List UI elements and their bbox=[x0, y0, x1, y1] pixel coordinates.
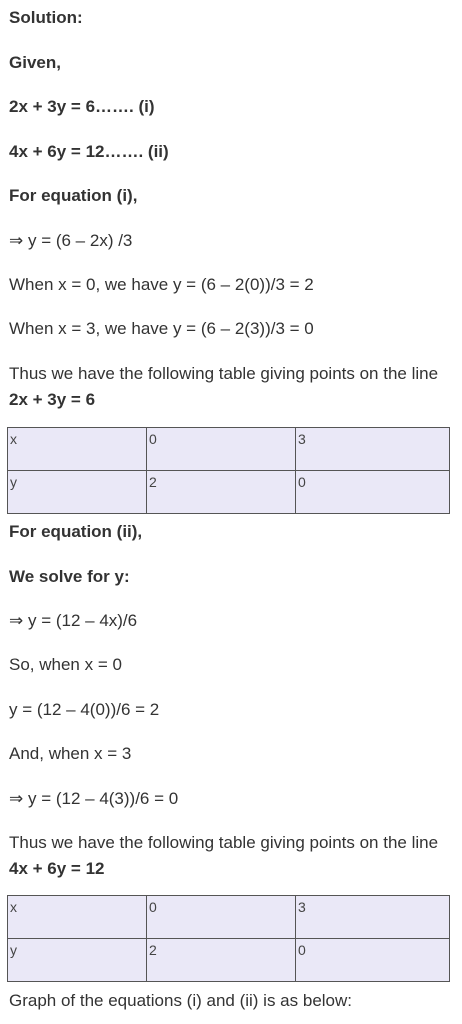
part2-table-intro-text: Thus we have the following table giving points on the line bbox=[9, 833, 439, 852]
points-table-1 bbox=[7, 427, 450, 514]
table-cell: 3 bbox=[296, 896, 450, 939]
table-cell: x bbox=[8, 896, 147, 939]
equation-2: 4x + 6y = 12……. (ii) bbox=[9, 142, 169, 161]
part1-when-x0: When x = 0, we have y = (6 – 2(0))/3 = 2 bbox=[9, 275, 314, 294]
table-cell: y bbox=[8, 471, 147, 514]
part2-subheading: We solve for y: bbox=[9, 567, 130, 586]
part2-calc-x0: y = (12 – 4(0))/6 = 2 bbox=[9, 700, 160, 719]
part1-table-intro bbox=[9, 361, 449, 413]
part1-table-intro-text: Thus we have the following table giving points on the line bbox=[9, 364, 439, 383]
points-table-2 bbox=[7, 895, 450, 982]
part2-calc-x3: ⇒ y = (12 – 4(3))/6 = 0 bbox=[9, 789, 179, 808]
table-cell: 0 bbox=[147, 896, 296, 939]
part1-when-x3: When x = 3, we have y = (6 – 2(3))/3 = 0 bbox=[9, 319, 314, 338]
part1-rearranged: ⇒ y = (6 – 2x) /3 bbox=[9, 231, 133, 250]
solution-heading: Solution: bbox=[9, 8, 83, 27]
part2-rearranged: ⇒ y = (12 – 4x)/6 bbox=[9, 611, 138, 630]
table-row bbox=[8, 471, 450, 514]
table-cell: 2 bbox=[147, 471, 296, 514]
part2-table-line: 4x + 6y = 12 bbox=[9, 859, 105, 878]
part2-table-intro bbox=[9, 830, 449, 882]
table-row bbox=[8, 428, 450, 471]
graph-caption: Graph of the equations (i) and (ii) is as below: bbox=[9, 991, 353, 1010]
table-cell: 2 bbox=[147, 939, 296, 982]
part2-so-when: So, when x = 0 bbox=[9, 655, 122, 674]
table-cell: 0 bbox=[147, 428, 296, 471]
table-row bbox=[8, 896, 450, 939]
table-cell: 3 bbox=[296, 428, 450, 471]
table-cell: x bbox=[8, 428, 147, 471]
part2-and-when: And, when x = 3 bbox=[9, 744, 132, 763]
part1-table-line: 2x + 3y = 6 bbox=[9, 390, 96, 409]
table-cell: y bbox=[8, 939, 147, 982]
table-cell: 0 bbox=[296, 471, 450, 514]
table-cell: 0 bbox=[296, 939, 450, 982]
given-label: Given, bbox=[9, 53, 61, 72]
equation-1: 2x + 3y = 6……. (i) bbox=[9, 97, 155, 116]
part2-heading: For equation (ii), bbox=[9, 522, 143, 541]
part1-heading: For equation (i), bbox=[9, 186, 138, 205]
table-row bbox=[8, 939, 450, 982]
